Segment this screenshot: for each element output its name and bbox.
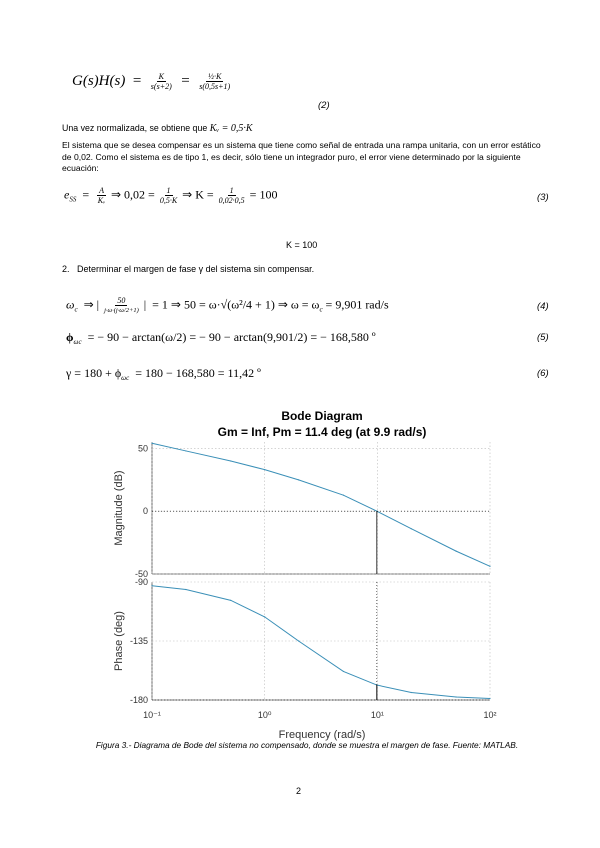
magnitude-data-point <box>455 551 456 552</box>
x-tick-label: 10⁻¹ <box>143 710 161 720</box>
magnitude-y-tick-label: 0 <box>142 506 148 517</box>
k-result: K = 100 <box>286 240 318 250</box>
x-tick-label: 10¹ <box>370 710 384 720</box>
phase-data-point <box>230 600 231 601</box>
equation-2: G(s)H(s) = $\frac{K}{s(s+2)}$ = $\frac{\text{½·K}}{s(0,5s+1)}$ <box>72 72 231 91</box>
eq2-number: (2) <box>318 100 330 111</box>
equation-3: $e_{SS}$ = $\frac{A}{\text{Kᵥ}}$ ⇒ 0,02 = $\frac{1}{0,5\cdot K}$ ⇒ K = $\frac{1}{0,02\cdot 0,5}$ = 100 <box>64 186 278 205</box>
step-2 <box>62 264 314 274</box>
x-tick-label: 10² <box>483 710 497 720</box>
phase-data-point <box>298 640 299 641</box>
phase-data-point <box>185 589 186 590</box>
bode-diagram <box>100 402 510 742</box>
eq5-number: (5) <box>537 332 549 343</box>
normalized-formula: Kᵥ = 0,5·K <box>209 123 253 134</box>
phase-panel <box>113 577 491 705</box>
eq2-lhs: G(s)H(s) <box>72 72 126 89</box>
eq2-fraction-2: $\frac{\text{½·K}}{s(0,5s+1)}$ <box>199 72 231 91</box>
magnitude-y-axis-label: Magnitude (dB) <box>113 470 125 546</box>
magnitude-data-point <box>411 528 412 529</box>
eq6-number: (6) <box>537 368 549 379</box>
magnitude-data-point <box>343 495 344 496</box>
magnitude-data-point <box>230 460 231 461</box>
equation-5: $\phi_{\omega c}$ = − 90 − arctan(ω/2) = − 90 − arctan(9,901/2) = − 168,580 º <box>66 330 376 346</box>
magnitude-data-point <box>151 443 152 444</box>
x-tick-labels <box>143 710 496 720</box>
phase-y-axis-label: Phase (deg) <box>113 611 125 671</box>
step-2-text: Determinar el margen de fase γ del sistema sin compensar. <box>77 264 315 274</box>
phase-data-point <box>151 585 152 586</box>
magnitude-data-point <box>185 450 186 451</box>
equation-6: $\gamma = 180 + \phi_{\omega c} = 180 - 168,580 = 11,42$ º <box>66 366 261 382</box>
equation-4: $\omega_c$ ⇒ | $\frac{50}{j\cdot\omega\cdot(j\cdot\omega/2+1)}$ | = 1 ⇒ 50 = ω·√(ω²/4 + 1) ⇒ $\omega = \omega_c = 9,901$ rad/s <box>66 296 389 314</box>
normalized-line <box>62 123 253 135</box>
magnitude-data-point <box>264 469 265 470</box>
magnitude-data-point <box>298 479 299 480</box>
magnitude-y-tick-label: -50 <box>134 569 148 579</box>
normalized-text: Una vez normalizada, se obtiene que <box>62 123 208 133</box>
phase-y-tick-label: -135 <box>129 636 148 646</box>
page-number: 2 <box>296 786 302 796</box>
figure-caption: Figura 3.- Diagrama de Bode del sistema no compensado, donde se muestra el margen de fase. Fuente: MATLAB. <box>95 740 519 750</box>
phase-data-point <box>343 671 344 672</box>
phase-data-point <box>264 616 265 617</box>
phase-y-tick-label: -90 <box>134 577 148 587</box>
phase-data-point <box>489 698 490 699</box>
x-axis-label: Frequency (rad/s) <box>278 729 366 741</box>
magnitude-plot-area <box>152 442 490 574</box>
magnitude-y-tick-label: 50 <box>137 443 148 454</box>
step-2-index: 2. <box>62 264 70 274</box>
magnitude-panel <box>113 442 491 579</box>
magnitude-data-point <box>489 566 490 567</box>
chart-title: Bode Diagram <box>281 409 363 423</box>
x-tick-label: 10⁰ <box>257 710 272 720</box>
chart-subtitle: Gm = Inf, Pm = 11.4 deg (at 9.9 rad/s) <box>217 425 427 439</box>
eq2-fraction-1: $\frac{K}{s(s+2)}$ <box>150 72 172 91</box>
paragraph: El sistema que se desea compensar es un sistema que tiene como señal de entrada una rampa unitaria, con un error estático de 0,02. Como el sistema es de tipo 1, es decir, sólo tiene un integrador puro, el error viene determinado por la siguiente ecuación: <box>62 140 541 174</box>
phase-data-point <box>455 696 456 697</box>
phase-y-tick-label: -180 <box>129 695 148 705</box>
eq4-number: (4) <box>537 301 549 312</box>
phase-data-point <box>411 692 412 693</box>
eq3-number: (3) <box>537 192 549 203</box>
